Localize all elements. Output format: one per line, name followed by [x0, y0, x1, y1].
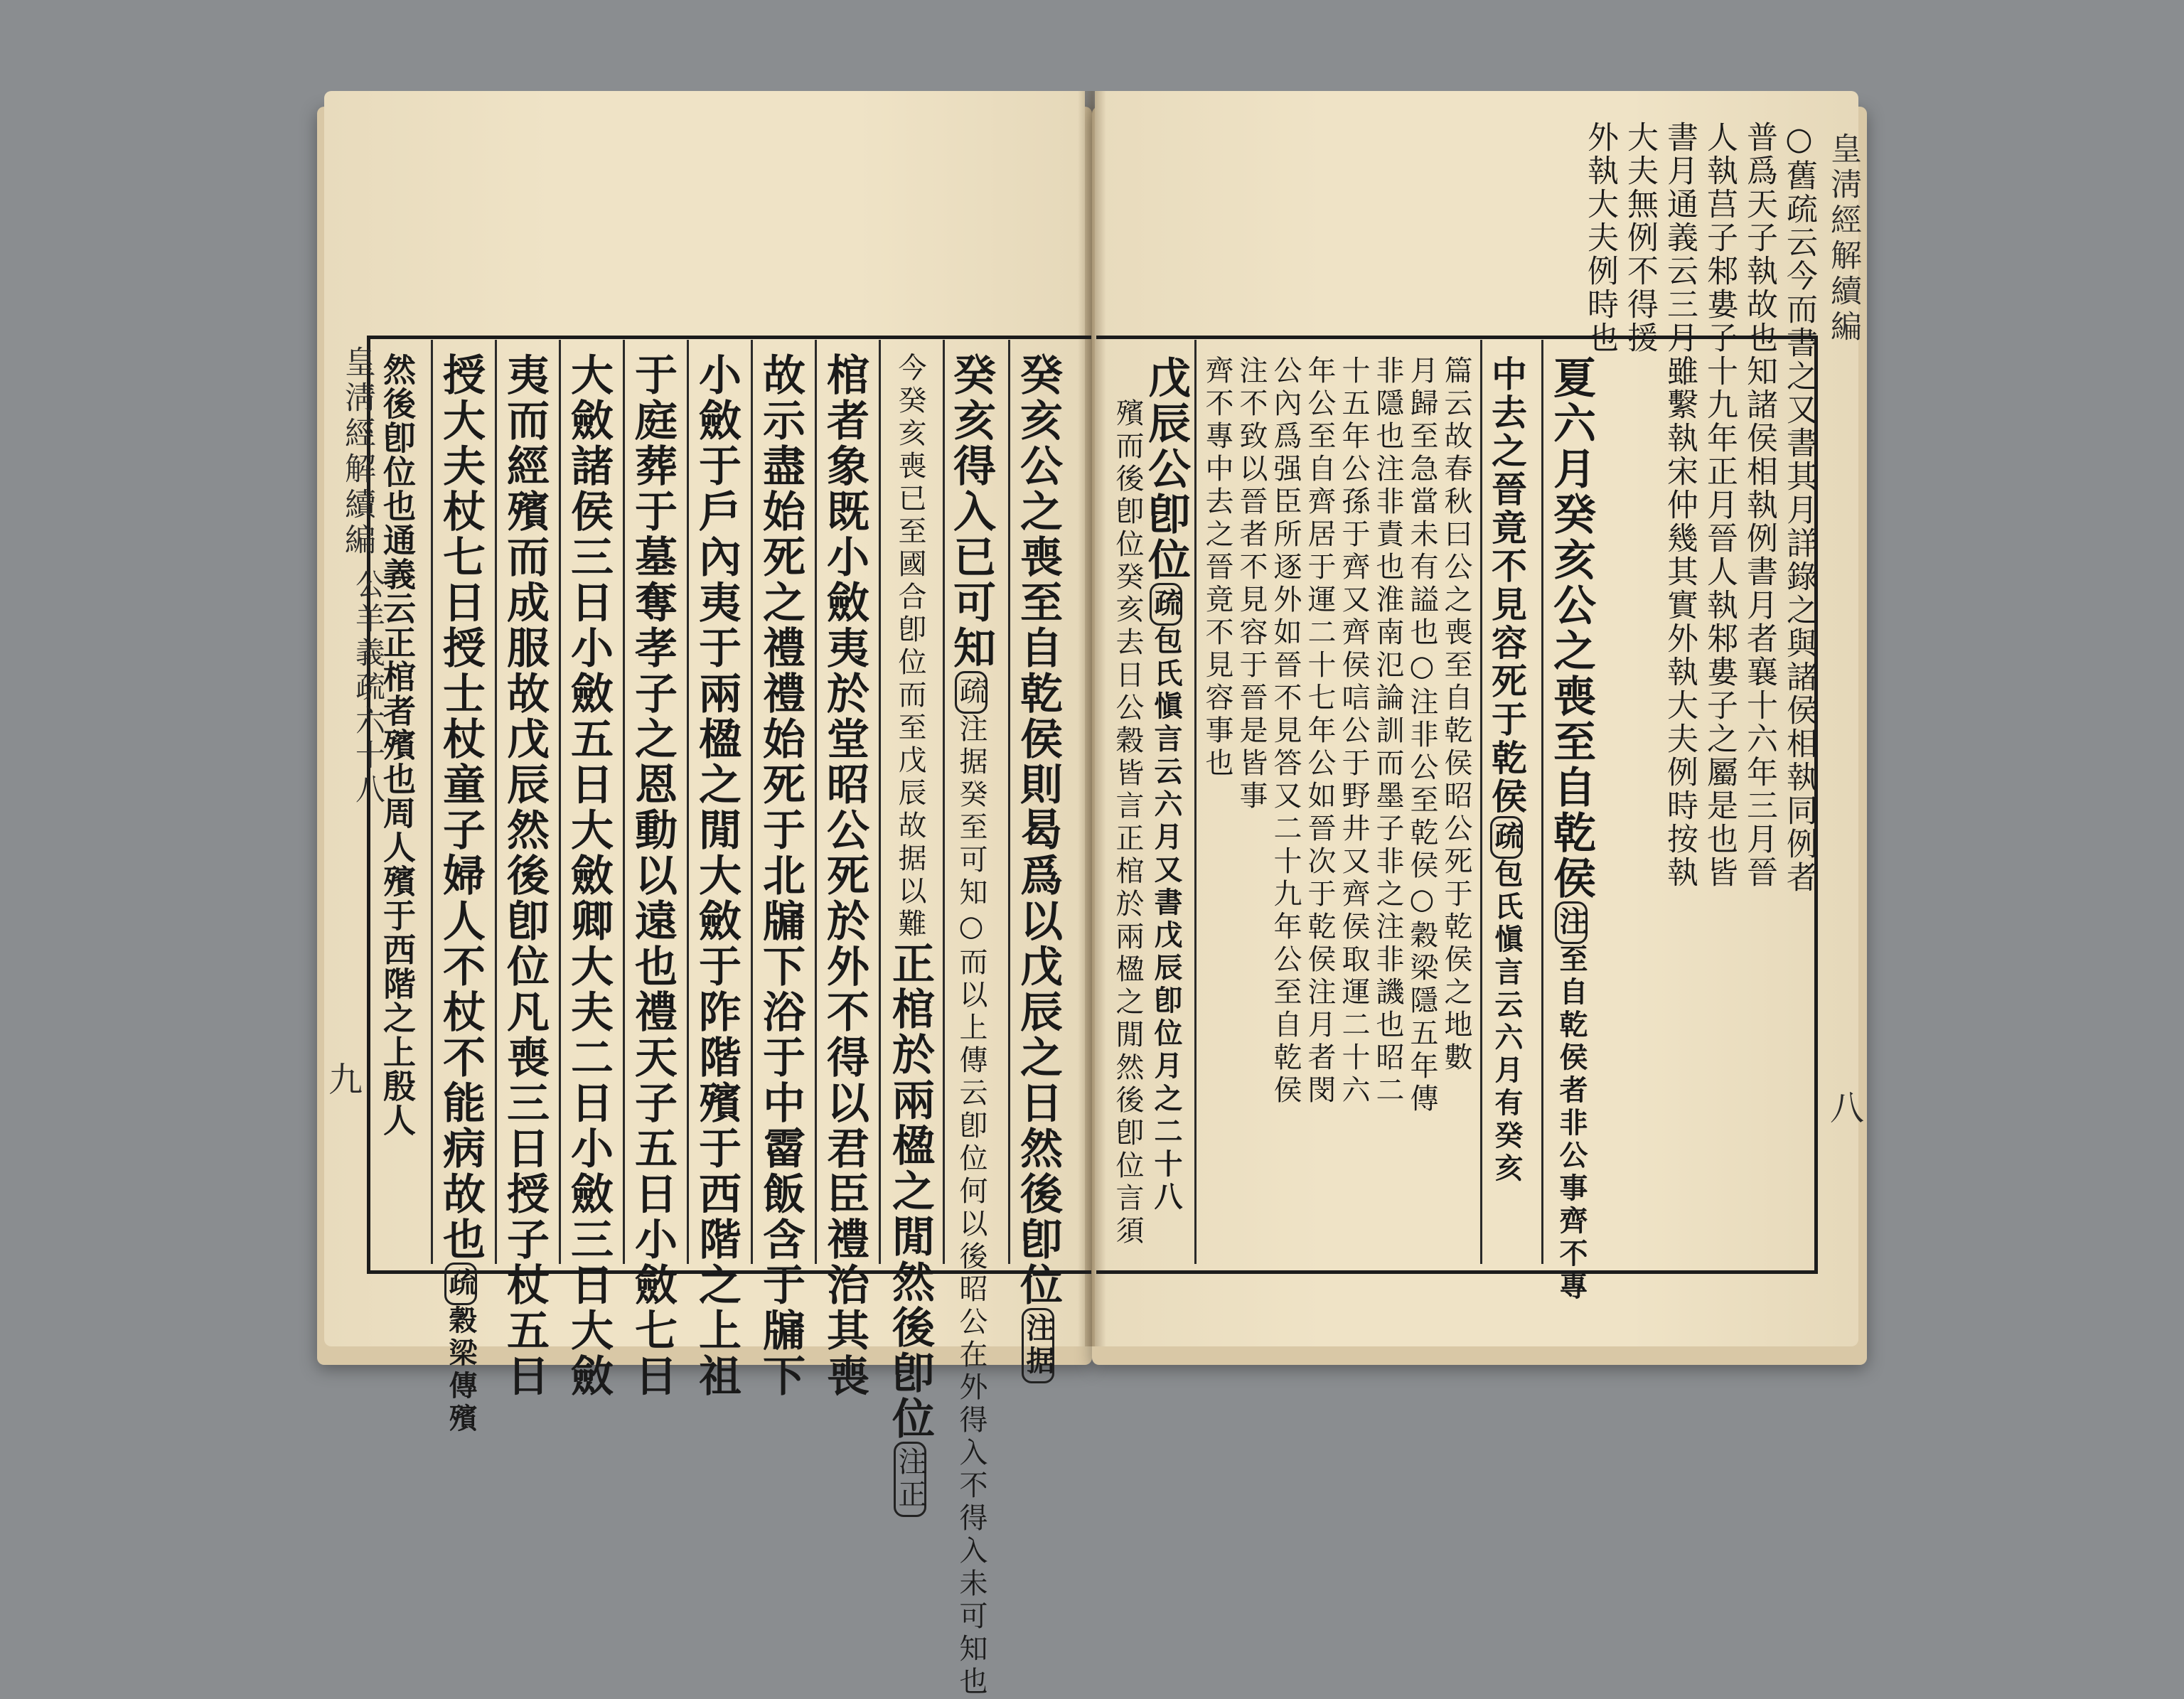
right-col-9: 注不致以晉者不見容于晉是皆事: [1235, 355, 1268, 813]
left-col-2: 癸亥得入已可知疏注据癸至可知○而以上傳云卽位何以後昭公在外得入不得入未可知也: [946, 353, 996, 1699]
right-page-number: 八: [1830, 1088, 1865, 1128]
right-col-5: 非隱也注非責也淮南氾論訓而墨子非之注非譏也昭二: [1371, 355, 1404, 1108]
left-col-6: 小斂于戶內夷于兩楹之閒大斂于阼階殯于西階之上祖: [692, 353, 742, 1399]
right-note-col-5: 大夫無例不得援: [1622, 121, 1658, 355]
left-col-4: 棺者象既小斂夷於堂昭公死於外不得以君臣禮治其喪: [820, 353, 869, 1399]
right-col-3: 篇云故春秋曰公之喪至自乾侯昭公死于乾侯之地數: [1440, 355, 1472, 1075]
left-margin-title: 皇淸經解續編: [339, 345, 375, 559]
right-col-10: 齊不專中去之晉竟不見容事也: [1201, 355, 1233, 781]
right-col-8: 公內爲强臣所逐外如晉不見答又二十九年公至自乾侯: [1269, 355, 1302, 1108]
left-col-10: 授大夫杖七日授士杖童子婦人不杖不能病故也疏穀梁傳殯: [436, 353, 486, 1436]
right-note-col-1: ○舊疏云今而書之又書其月詳錄之與諸侯相執同例者: [1781, 121, 1817, 894]
left-col-7: 于庭葬于墓奪孝子之恩動以遠也禮天子五日小斂七日: [628, 353, 678, 1399]
right-col-1: 夏六月癸亥公之喪至自乾侯注至自乾侯者非公事齊不專: [1546, 355, 1596, 1304]
right-note-col-4: 書月通義云三月雖繫執宋仲幾其實外執大夫例時按執: [1661, 121, 1698, 889]
left-col-9: 夷而經殯而成服故戊辰然後卽位凡喪三日授子杖五日: [500, 353, 550, 1399]
left-col-3: 今癸亥喪已至國合卽位而至戊辰故据以難正棺於兩楹之閒然後卽位注正: [889, 353, 931, 1255]
right-col-12: 殯而後卽位癸亥去日公穀皆言正棺於兩楹之閒然後卽位言須: [1111, 398, 1144, 1248]
right-note-col-3: 人執莒子邾婁子十九年正月晉人執邾婁子之屬是也皆: [1701, 121, 1738, 889]
right-col-11: 戊辰公卽位疏包氏愼言云六月又書戊辰卽位月之二十八: [1141, 355, 1191, 1214]
right-note-col-6: 外執大夫例時也: [1582, 121, 1618, 355]
right-note-col-2: 普爲天子執故也知諸侯相執例書月者襄十六年三月晉: [1741, 121, 1777, 889]
left-margin-subtitle: 公羊義疏六十八: [351, 569, 386, 808]
left-col-1: 癸亥公之喪至自乾侯則曷爲以戊辰之日然後卽位注据: [1017, 353, 1059, 1255]
right-col-6: 十五年公孫于齊又齊侯唁公于野井又齊侯取運二十六: [1337, 355, 1370, 1108]
left-col-5: 故示盡始死之禮禮始死于北牖下浴于中霤飯含于牖下: [756, 353, 805, 1399]
left-col-11: 然後卽位也通義云正棺者殯也周人殯于西階之上殷人: [378, 353, 417, 1137]
right-margin-title: 皇淸經解續編: [1825, 132, 1861, 345]
right-col-4: 月歸至急當未有謚也○注非公至乾侯○穀梁隱五年傳: [1406, 355, 1438, 1116]
right-col-2: 中去之晉竟不見容死于乾侯疏包氏愼言云六月有癸亥: [1486, 355, 1528, 1186]
left-page-number: 九: [328, 1060, 363, 1100]
right-col-7: 年公至自齊居于運二十七年公如晉次于乾侯注月者閔: [1303, 355, 1336, 1108]
left-col-8: 大斂諸侯三日小斂五日大斂卿大夫二日小斂三日大斂: [564, 353, 614, 1399]
